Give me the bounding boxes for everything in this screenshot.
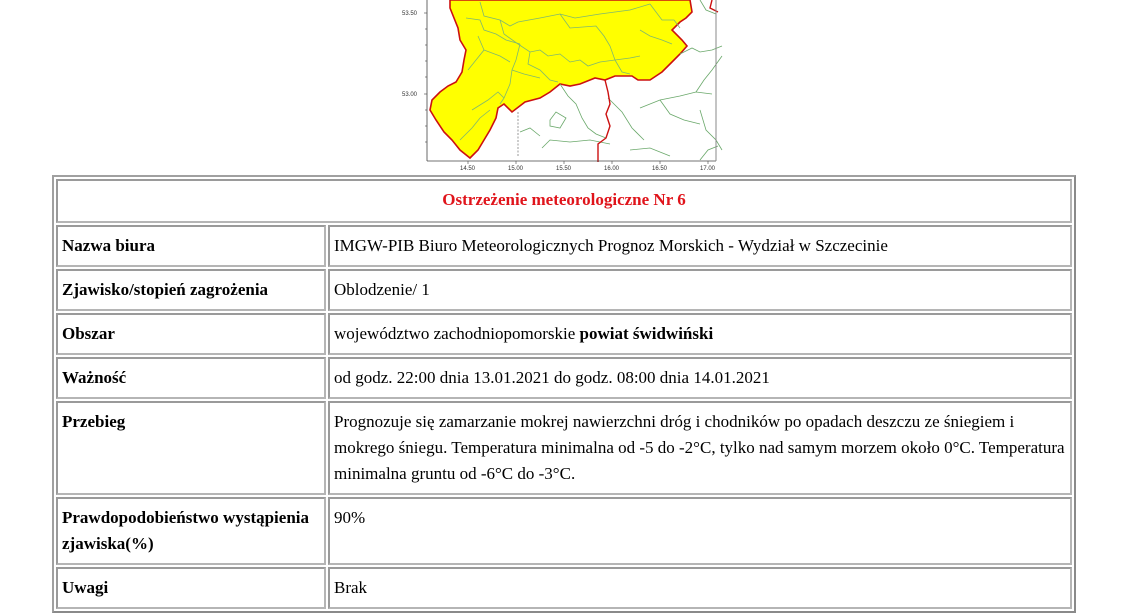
area-county: powiat świdwiński xyxy=(579,324,714,343)
y-tick-label: 53.00 xyxy=(402,92,418,98)
row-value-area xyxy=(328,313,1072,355)
title-row xyxy=(56,179,1072,223)
table-row xyxy=(56,269,1072,311)
row-label-validity: Ważność xyxy=(56,357,326,399)
row-value-probability: 90% xyxy=(328,497,1072,565)
table-row xyxy=(56,357,1072,399)
row-label-course: Przebieg xyxy=(56,401,326,495)
row-value-phenomenon: Oblodzenie/ 1 xyxy=(328,269,1072,311)
map-graphic xyxy=(400,0,730,175)
x-tick-label: 14.50 xyxy=(460,166,476,172)
x-tick-label: 17.00 xyxy=(700,166,716,172)
row-label-office: Nazwa biura xyxy=(56,225,326,267)
row-value-validity: od godz. 22:00 dnia 13.01.2021 do godz. 08:00 dnia 14.01.2021 xyxy=(328,357,1072,399)
row-label-remarks: Uwagi xyxy=(56,567,326,609)
row-value-office: IMGW-PIB Biuro Meteorologicznych Prognoz Morskich - Wydział w Szczecinie xyxy=(328,225,1072,267)
table-row xyxy=(56,313,1072,355)
warning-table xyxy=(52,175,1076,613)
table-row xyxy=(56,401,1072,495)
row-label-area: Obszar xyxy=(56,313,326,355)
x-tick-label: 16.00 xyxy=(604,166,620,172)
table-row xyxy=(56,567,1072,609)
table-row xyxy=(56,497,1072,565)
row-label-probability: Prawdopodobieństwo wystąpienia zjawiska(%) xyxy=(56,497,326,565)
warning-title: Ostrzeżenie meteorologiczne Nr 6 xyxy=(56,179,1072,223)
y-tick-label: 53.50 xyxy=(402,11,418,17)
area-voivodeship: województwo zachodniopomorskie xyxy=(334,324,576,343)
row-value-remarks: Brak xyxy=(328,567,1072,609)
x-tick-label: 15.00 xyxy=(508,166,524,172)
table-row xyxy=(56,225,1072,267)
row-value-course: Prognozuje się zamarzanie mokrej nawierzchni dróg i chodników po opadach deszczu ze śniegiem i mokrego śniegu. Temperatura minimalna od -5 do -2°C, tylko nad samym morzem około 0°C. Temperatura minimalna gruntu od -6°C do -3°C. xyxy=(328,401,1072,495)
x-tick-label: 15.50 xyxy=(556,166,572,172)
warning-map xyxy=(400,0,730,175)
x-tick-label: 16.50 xyxy=(652,166,668,172)
row-label-phenomenon: Zjawisko/stopień zagrożenia xyxy=(56,269,326,311)
